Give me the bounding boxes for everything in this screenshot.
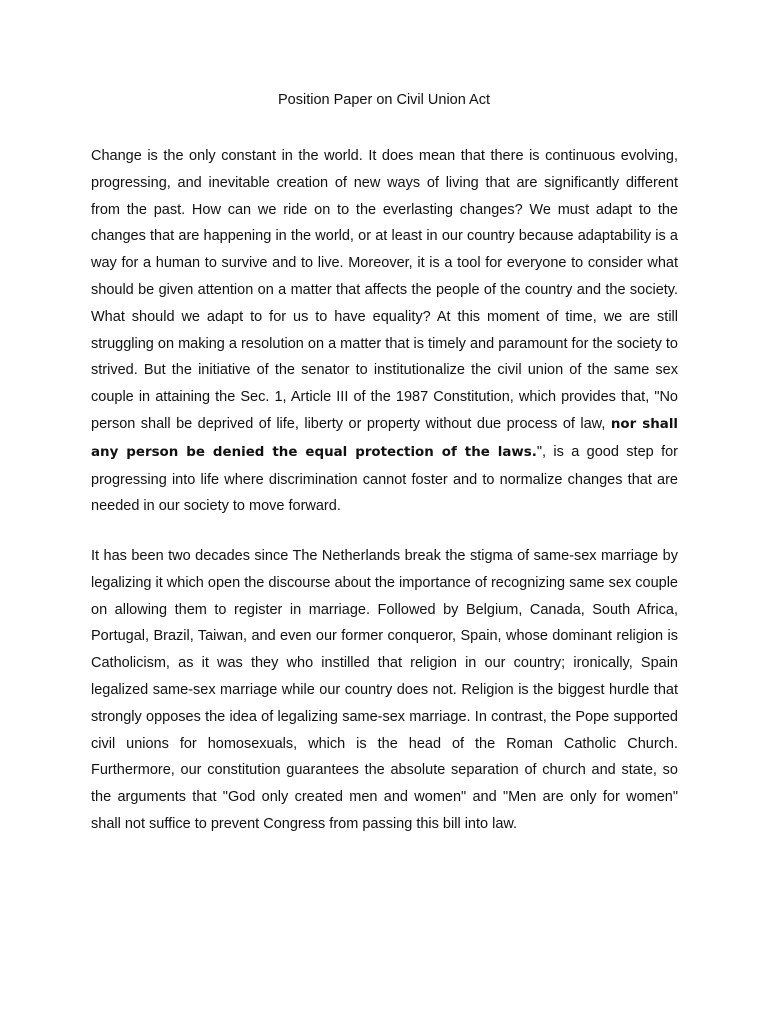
paragraph-1 [91,143,678,520]
paragraph-1-text-end: ", is a good step for progressing into life where discrimination cannot foster and to normalize changes that are needed in our society to move forward. [91,443,678,515]
paragraph-2: It has been two decades since The Netherlands break the stigma of same-sex marriage by legalizing it which open the discourse about the importance of recognizing same sex couple on allowing them to register in marriage. Followed by Belgium, Canada, South Africa, Portugal, Brazil, Taiwan, and even our former conqueror, Spain, whose dominant religion is Catholicism, as it was they who instilled that religion in our country; ironically, Spain legalized same-sex marriage while our country does not. Religion is the biggest hurdle that strongly opposes the idea of legalizing same-sex marriage. In contrast, the Pope supported civil unions for homosexuals, which is the head of the Roman Catholic Church. Furthermore, our constitution guarantees the absolute separation of church and state, so the arguments that "God only created men and women" and "Men are only for women" shall not suffice to prevent Congress from passing this bill into law. [91,548,678,832]
document-title: Position Paper on Civil Union Act [278,92,490,108]
paragraph-1-bold-quote: nor shall any person be denied the equal protection of the laws. [91,416,678,460]
paragraph-1-text-start: Change is the only constant in the world. It does mean that there is continuous evolving, progressing, and inevitable creation of new ways of living that are significantly different from the past. How can we ride on to the everlasting changes? We must adapt to the changes that are happening in the world, or at least in our country because adaptability is a way for a human to survive and to live. Moreover, it is a tool for everyone to consider what should be given attention on a matter that affects the people of the country and the society. What should we adapt to for us to have equality? At this moment of time, we are still struggling on making a resolution on a matter that is timely and paramount for the society to strived. But the initiative of the senator to institutionalize the civil union of the same sex couple in attaining the Sec. 1, Article III of the 1987 Constitution, which provides that, "No person shall be deprived of life, liberty or property without due process of law, [91,148,678,432]
